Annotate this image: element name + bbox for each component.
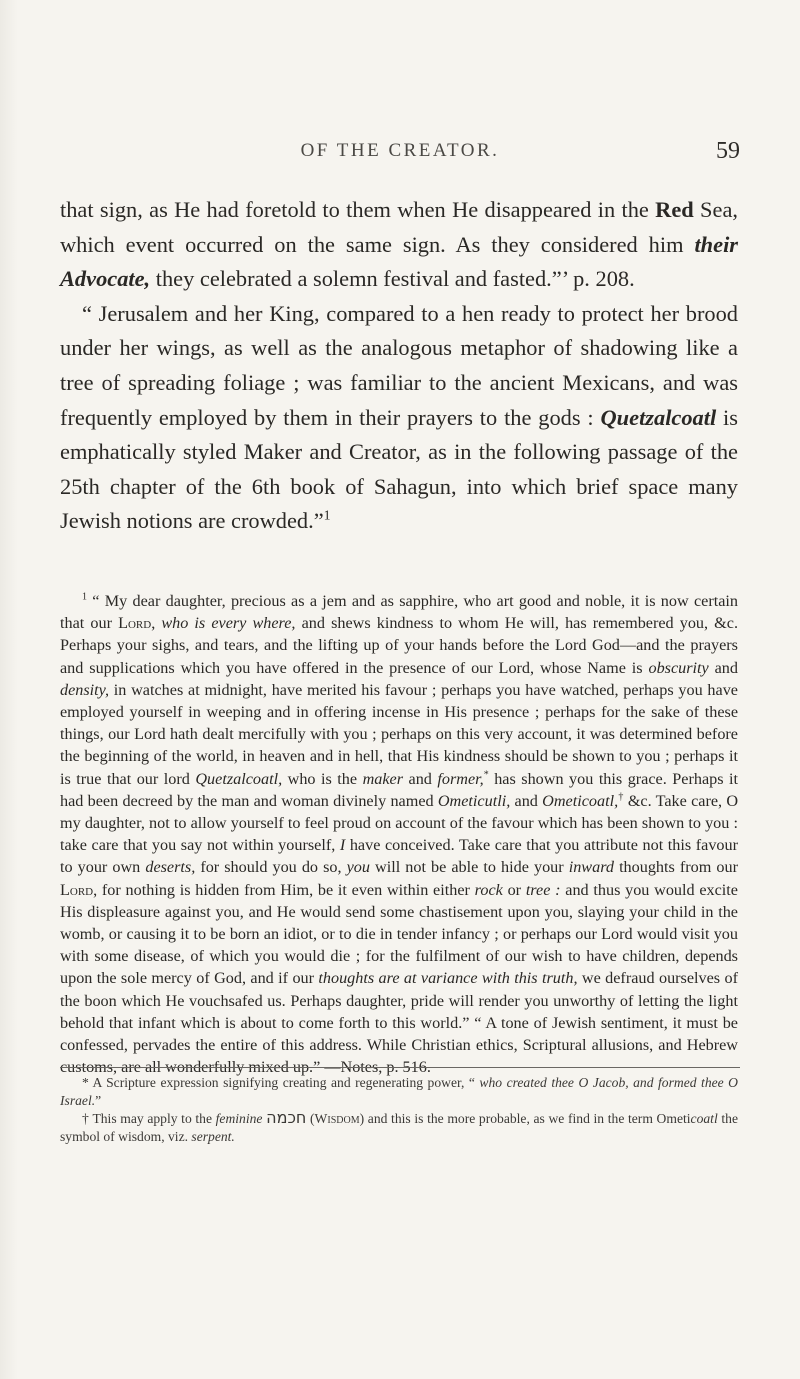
page-edge-shadow: [0, 0, 18, 1379]
paragraph-2: “ Jerusalem and her King, compared to a hen ready to protect her brood under her wings, as well as the analogous metaphor of shadowing like a tree of spreading foliage ; was familiar to the ancient Mexicans, and was frequently employed by them in their prayers to the gods : Quetzalcoatl is emphatically styled Maker and Creator, as in the following passage of the 25th chapter of the 6th book of Sahagun, into which brief space many Jewish notions are crowded.”$^1$: [60, 300, 738, 534]
footnote-dagger: † This may apply to the feminine חכמה (Wisdom) and this is the more probable, as we find in the term Ometicoatl the symbol of wisdom, viz. serpent.: [60, 1108, 738, 1144]
footnotes: [60, 1074, 738, 1145]
note-marker: 1: [82, 591, 88, 603]
note-1: $^1$ “ My dear daughter, precious as a jem and as sapphire, who art good and noble, it is now certain that our Lord, who is every where, and shews kindness to whom He will, has remembered you, &c. Perhaps your sighs, and tears, and the lifting up of your hands before the Lord God—and the prayers and supplications which you have offered in the presence of our Lord, whose Name is obscurity and density, in watches at midnight, have merited his favour ; perhaps you have watched, perhaps you have employed yourself in weeping and in offering incense in His presence ; perhaps for the sake of these things, our Lord hath dealt mercifully with you ; perhaps on this very account, it was determined before the beginning of the world, in heaven and in hell, that His kindness should be shown to you ; perhaps it is true that our lord Quetzalcoatl, who is the maker and former,* has shown you this grace. Perhaps it had been decreed by the man and woman divinely named Ometicutli, and Ometicoatl,† &c. Take care, O my daughter, not to allow yourself to feel proud on account of the favour which has been shown to you : take care that you say not within yourself, I have conceived. Take care that you attribute not this favour to your own deserts, for should you do so, you will not be able to hide your inward thoughts from our Lord, for nothing is hidden from Him, be it even within either rock or tree : and thus you would excite His displeasure against you, and He would send some chastisement upon you, slaying your child in the womb, or causing it to be born an idiot, or to die in tender infancy ; or perhaps our Lord would visit you with some disease, of which you would die ; for the fulfilment of our wish to have children, depends upon the sole mercy of God, and if our thoughts are at variance with this truth, we defraud ourselves of the boon which He vouchsafed us. Perhaps daughter, pride will render you unworthy of letting the light behold that infant which is about to come forth to this world.” “ A tone of Jewish sentiment, it must be confessed, pervades the entire of this address. While Christian ethics, Scriptural allusions, and Hebrew customs, are all wonderfully mixed up.” —Notes, p. 516.: [60, 591, 739, 1077]
page-header: [60, 140, 740, 168]
red-sea-word: Red: [655, 197, 694, 222]
emphasis-quetzalcoatl: Quetzalcoatl: [600, 404, 717, 430]
running-head: OF THE CREATOR.: [300, 140, 500, 161]
emphasis-their-advocate: their Advocate,: [60, 231, 738, 292]
footnote-ref-dagger: †: [618, 791, 624, 803]
paragraph-1: that sign, as He had foretold to them when He disappeared in the Red Sea, which event occurred on the same sign. As they considered him their Advocate, they celebrated a solemn festival and fasted.”’ p. 208.: [60, 197, 738, 292]
footnote-ref-star: *: [483, 769, 489, 781]
footnote-star: * A Scripture expression signifying creating and regenerating power, “ who created thee O Jacob, and formed thee O Israel.”: [60, 1075, 738, 1108]
page-number: 59: [716, 138, 740, 164]
footnote-divider: [60, 1067, 740, 1068]
note-reference: 1: [323, 508, 331, 524]
main-text: [60, 193, 738, 539]
hebrew-word: חכמה: [266, 1108, 307, 1127]
